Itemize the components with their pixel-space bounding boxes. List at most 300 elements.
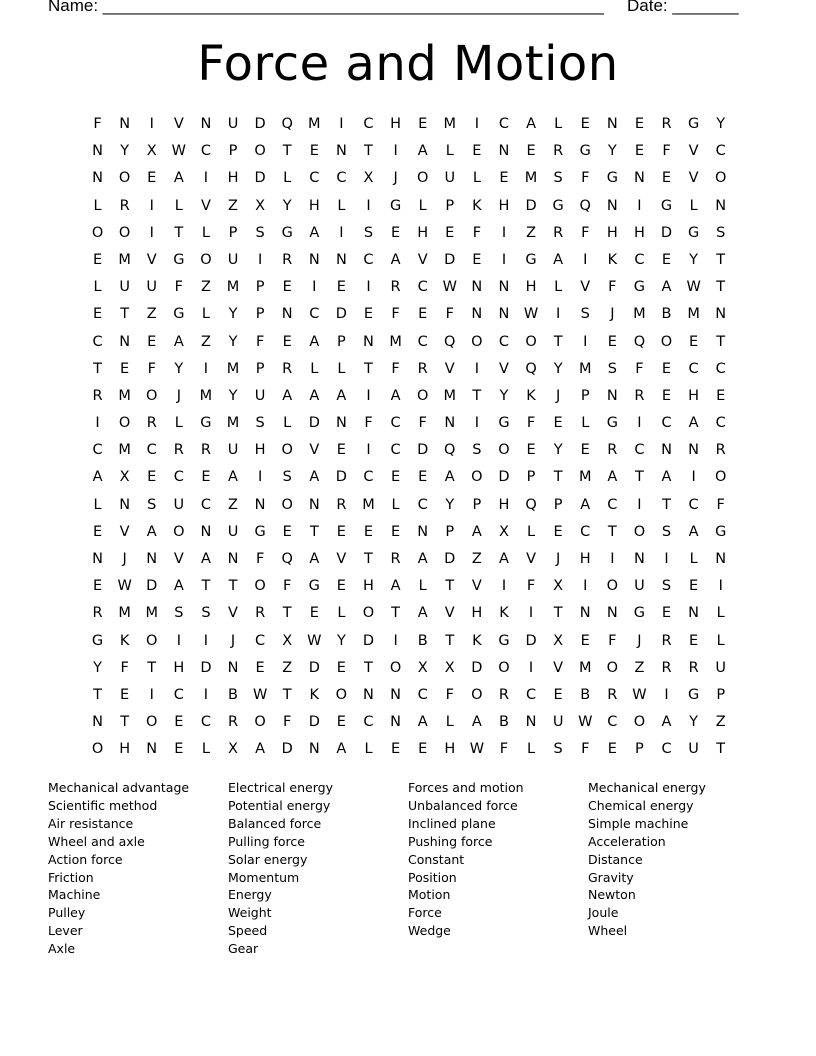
grid-letter[interactable]: I [528, 659, 534, 676]
grid-letter[interactable]: N [308, 741, 320, 758]
grid-letter[interactable]: N [390, 686, 401, 703]
grid-letter[interactable]: X [119, 469, 130, 486]
grid-letter[interactable]: V [688, 170, 699, 187]
grid-letter[interactable]: C [580, 523, 591, 540]
grid-letter[interactable]: N [715, 306, 727, 323]
grid-letter[interactable]: O [416, 387, 429, 404]
grid-letter[interactable]: E [526, 442, 536, 459]
grid-letter[interactable]: X [282, 632, 293, 649]
grid-letter[interactable]: O [471, 333, 483, 350]
grid-letter[interactable]: A [417, 605, 428, 622]
grid-letter[interactable]: I [257, 469, 263, 486]
grid-letter[interactable]: I [556, 306, 561, 323]
grid-letter[interactable]: T [391, 605, 400, 622]
grid-letter[interactable]: H [633, 224, 645, 241]
grid-letter[interactable]: A [607, 469, 618, 486]
grid-letter[interactable]: C [715, 360, 726, 377]
grid-letter[interactable]: M [443, 116, 457, 132]
grid-letter[interactable]: C [173, 686, 184, 703]
grid-letter[interactable]: W [307, 632, 322, 649]
grid-letter[interactable]: K [499, 605, 509, 622]
grid-letter[interactable]: M [118, 387, 131, 404]
grid-letter[interactable]: R [634, 387, 645, 404]
grid-letter[interactable]: X [553, 578, 564, 595]
grid-letter[interactable]: I [501, 224, 507, 241]
grid-letter[interactable]: Q [579, 197, 591, 214]
grid-letter[interactable]: R [255, 605, 266, 622]
grid-letter[interactable]: I [339, 116, 344, 132]
grid-letter[interactable]: S [472, 442, 482, 459]
grid-letter[interactable]: E [92, 523, 103, 540]
grid-letter[interactable]: V [553, 659, 564, 676]
grid-letter[interactable]: E [472, 251, 482, 268]
grid-letter[interactable]: T [716, 333, 726, 350]
grid-letter[interactable]: M [145, 605, 158, 622]
grid-letter[interactable]: T [364, 143, 373, 160]
grid-letter[interactable]: H [498, 496, 510, 513]
grid-letter[interactable]: F [716, 496, 725, 513]
grid-letter[interactable]: B [228, 686, 238, 703]
grid-letter[interactable]: X [498, 523, 509, 540]
grid-letter[interactable]: S [716, 224, 726, 241]
grid-letter[interactable]: F [445, 686, 454, 703]
grid-letter[interactable]: W [442, 279, 457, 296]
grid-letter[interactable]: K [472, 632, 482, 649]
grid-letter[interactable]: M [443, 387, 457, 404]
grid-letter[interactable]: C [417, 279, 428, 296]
grid-letter[interactable]: O [362, 605, 375, 622]
grid-letter[interactable]: C [525, 686, 537, 703]
grid-letter[interactable]: W [252, 686, 268, 703]
grid-letter[interactable]: R [336, 496, 347, 513]
grid-letter[interactable]: D [444, 551, 456, 567]
grid-letter[interactable]: A [580, 496, 591, 513]
grid-letter[interactable]: D [471, 659, 483, 676]
grid-letter[interactable]: R [227, 714, 239, 731]
grid-letter[interactable]: P [255, 279, 265, 296]
grid-letter[interactable]: H [390, 116, 402, 132]
grid-letter[interactable]: M [308, 116, 321, 132]
grid-letter[interactable]: U [227, 523, 239, 540]
grid-letter[interactable]: C [634, 251, 645, 268]
grid-letter[interactable]: X [444, 659, 455, 676]
grid-letter[interactable]: E [661, 360, 672, 377]
grid-letter[interactable]: P [228, 143, 238, 160]
grid-letter[interactable]: V [417, 251, 428, 268]
date-field[interactable]: Date: _______ [627, 0, 739, 15]
grid-letter[interactable]: Y [553, 360, 563, 377]
grid-letter[interactable]: K [472, 197, 482, 214]
grid-letter[interactable]: O [471, 469, 483, 486]
grid-letter[interactable]: Q [444, 333, 456, 350]
grid-letter[interactable]: Z [634, 659, 645, 676]
grid-letter[interactable]: C [715, 415, 726, 432]
grid-letter[interactable]: Y [336, 632, 346, 649]
grid-letter[interactable]: J [122, 551, 127, 567]
grid-letter[interactable]: E [553, 415, 563, 432]
grid-letter[interactable]: X [228, 741, 238, 758]
grid-letter[interactable]: R [661, 659, 672, 676]
grid-letter[interactable]: J [610, 306, 615, 323]
grid-letter[interactable]: A [309, 224, 320, 241]
grid-letter[interactable]: F [391, 306, 400, 323]
grid-letter[interactable]: L [337, 197, 346, 214]
grid-letter[interactable]: S [607, 360, 617, 377]
grid-letter[interactable]: F [147, 360, 156, 377]
grid-letter[interactable]: Z [146, 306, 157, 323]
grid-letter[interactable]: E [147, 469, 157, 486]
grid-letter[interactable]: G [579, 143, 591, 160]
grid-letter[interactable]: F [391, 360, 400, 377]
grid-letter[interactable]: L [174, 197, 183, 214]
grid-letter[interactable]: R [553, 224, 564, 241]
grid-letter[interactable]: B [417, 632, 428, 649]
grid-letter[interactable]: G [173, 251, 185, 268]
grid-letter[interactable]: Y [120, 143, 130, 160]
grid-letter[interactable]: A [309, 551, 320, 567]
grid-letter[interactable]: C [634, 442, 645, 459]
grid-letter[interactable]: A [471, 523, 482, 540]
grid-letter[interactable]: R [282, 251, 293, 268]
grid-letter[interactable]: X [146, 143, 157, 160]
grid-letter[interactable]: O [146, 632, 158, 649]
grid-letter[interactable]: U [146, 279, 158, 296]
grid-letter[interactable]: I [149, 224, 154, 241]
grid-letter[interactable]: E [716, 387, 726, 404]
grid-letter[interactable]: E [336, 279, 346, 296]
grid-letter[interactable]: O [714, 469, 727, 486]
grid-letter[interactable]: N [227, 659, 239, 676]
grid-letter[interactable]: T [93, 360, 102, 377]
grid-letter[interactable]: E [553, 523, 563, 540]
grid-letter[interactable]: F [445, 306, 454, 323]
grid-letter[interactable]: G [498, 632, 510, 649]
grid-letter[interactable]: F [472, 224, 482, 241]
grid-letter[interactable]: D [335, 469, 347, 486]
grid-letter[interactable]: S [174, 605, 184, 622]
grid-letter[interactable]: R [119, 197, 130, 214]
grid-letter[interactable]: N [254, 496, 266, 513]
grid-letter[interactable]: A [228, 469, 238, 486]
grid-letter[interactable]: E [336, 442, 346, 459]
grid-letter[interactable]: D [308, 714, 320, 731]
grid-letter[interactable]: N [633, 170, 645, 187]
grid-letter[interactable]: E [147, 170, 157, 187]
grid-letter[interactable]: S [553, 741, 563, 758]
grid-letter[interactable]: A [661, 469, 672, 486]
grid-letter[interactable]: M [118, 605, 131, 622]
grid-letter[interactable]: G [525, 251, 537, 268]
grid-letter[interactable]: H [119, 741, 131, 758]
grid-letter[interactable]: D [281, 741, 293, 758]
grid-letter[interactable]: H [471, 605, 483, 622]
grid-letter[interactable]: H [308, 197, 320, 214]
grid-letter[interactable]: O [606, 659, 619, 676]
grid-letter[interactable]: L [93, 197, 102, 214]
grid-letter[interactable]: T [662, 496, 671, 513]
grid-letter[interactable]: I [339, 224, 344, 241]
grid-letter[interactable]: G [308, 578, 320, 595]
grid-letter[interactable]: M [226, 415, 240, 432]
grid-letter[interactable]: L [581, 415, 590, 432]
grid-letter[interactable]: U [715, 659, 727, 676]
grid-letter[interactable]: N [363, 333, 374, 350]
grid-letter[interactable]: I [474, 116, 479, 132]
grid-letter[interactable]: O [118, 415, 131, 432]
grid-letter[interactable]: V [200, 197, 211, 214]
grid-letter[interactable]: Q [525, 360, 537, 377]
grid-letter[interactable]: R [553, 143, 564, 160]
grid-letter[interactable]: N [308, 496, 320, 513]
grid-letter[interactable]: L [283, 415, 292, 432]
grid-letter[interactable]: I [664, 686, 669, 703]
grid-letter[interactable]: A [390, 251, 401, 268]
grid-letter[interactable]: F [608, 632, 617, 649]
grid-letter[interactable]: A [336, 387, 347, 404]
grid-letter[interactable]: H [363, 578, 374, 595]
grid-letter[interactable]: W [171, 143, 186, 160]
grid-letter[interactable]: N [335, 415, 347, 432]
grid-letter[interactable]: F [499, 741, 509, 758]
grid-letter[interactable]: O [281, 496, 293, 513]
grid-letter[interactable]: E [445, 224, 455, 241]
grid-letter[interactable]: L [716, 605, 725, 622]
grid-letter[interactable]: P [716, 686, 726, 703]
grid-letter[interactable]: E [418, 306, 428, 323]
grid-letter[interactable]: Z [715, 714, 726, 731]
grid-letter[interactable]: T [716, 251, 726, 268]
grid-letter[interactable]: O [173, 523, 185, 540]
grid-letter[interactable]: F [418, 415, 427, 432]
grid-letter[interactable]: Q [281, 551, 293, 567]
grid-letter[interactable]: M [118, 251, 131, 268]
grid-letter[interactable]: E [580, 632, 590, 649]
grid-letter[interactable]: I [393, 632, 398, 649]
grid-letter[interactable]: D [308, 659, 320, 676]
grid-letter[interactable]: O [498, 442, 510, 459]
grid-letter[interactable]: V [173, 551, 184, 567]
grid-letter[interactable]: G [687, 116, 700, 132]
grid-letter[interactable]: I [474, 415, 479, 432]
grid-letter[interactable]: A [471, 714, 482, 731]
grid-letter[interactable]: D [254, 116, 266, 132]
grid-letter[interactable]: E [634, 116, 644, 132]
grid-letter[interactable]: Q [633, 333, 646, 350]
grid-letter[interactable]: N [471, 306, 483, 323]
grid-letter[interactable]: R [498, 686, 509, 703]
grid-letter[interactable]: E [390, 523, 401, 540]
grid-letter[interactable]: G [687, 686, 700, 703]
grid-letter[interactable]: F [662, 143, 671, 160]
grid-letter[interactable]: L [93, 496, 102, 513]
grid-letter[interactable]: K [526, 387, 536, 404]
grid-letter[interactable]: A [173, 333, 184, 350]
grid-letter[interactable]: T [174, 224, 184, 241]
grid-letter[interactable]: I [637, 496, 642, 513]
grid-letter[interactable]: C [309, 170, 320, 187]
grid-letter[interactable]: I [501, 251, 507, 268]
grid-letter[interactable]: N [200, 116, 212, 132]
grid-letter[interactable]: E [174, 741, 184, 758]
grid-letter[interactable]: A [282, 387, 293, 404]
grid-letter[interactable]: A [661, 714, 672, 731]
grid-letter[interactable]: F [283, 714, 292, 731]
grid-letter[interactable]: C [498, 333, 510, 350]
grid-letter[interactable]: E [120, 686, 130, 703]
grid-letter[interactable]: T [553, 469, 563, 486]
grid-letter[interactable]: S [255, 224, 265, 241]
grid-letter[interactable]: N [417, 523, 429, 540]
grid-letter[interactable]: B [661, 306, 672, 323]
grid-letter[interactable]: A [309, 333, 320, 350]
grid-letter[interactable]: N [335, 143, 347, 160]
grid-letter[interactable]: T [553, 605, 563, 622]
grid-letter[interactable]: Y [553, 442, 563, 459]
grid-letter[interactable]: H [688, 387, 700, 404]
grid-letter[interactable]: S [255, 415, 265, 432]
grid-letter[interactable]: T [364, 551, 373, 567]
grid-letter[interactable]: T [445, 632, 455, 649]
grid-letter[interactable]: O [471, 686, 483, 703]
grid-letter[interactable]: U [444, 170, 456, 187]
grid-letter[interactable]: I [366, 387, 371, 404]
grid-letter[interactable]: N [390, 714, 401, 731]
grid-letter[interactable]: D [525, 197, 537, 214]
grid-letter[interactable]: O [606, 578, 619, 595]
grid-letter[interactable]: L [391, 496, 400, 513]
grid-letter[interactable]: Y [499, 387, 509, 404]
grid-letter[interactable]: F [255, 551, 265, 567]
grid-letter[interactable]: I [664, 551, 669, 567]
grid-letter[interactable]: I [583, 578, 588, 595]
grid-letter[interactable]: C [417, 333, 428, 350]
grid-letter[interactable]: N [688, 442, 700, 459]
grid-letter[interactable]: L [337, 605, 346, 622]
grid-letter[interactable]: E [147, 333, 157, 350]
grid-letter[interactable]: C [715, 143, 726, 160]
grid-letter[interactable]: L [472, 170, 481, 187]
grid-letter[interactable]: N [498, 306, 510, 323]
grid-letter[interactable]: V [526, 551, 536, 567]
grid-letter[interactable]: F [283, 578, 292, 595]
grid-letter[interactable]: N [498, 143, 510, 160]
grid-letter[interactable]: T [445, 578, 455, 595]
grid-letter[interactable]: M [578, 360, 592, 377]
grid-letter[interactable]: L [93, 279, 102, 296]
grid-letter[interactable]: P [337, 333, 346, 350]
grid-letter[interactable]: H [227, 170, 239, 187]
grid-letter[interactable]: O [254, 143, 266, 160]
grid-letter[interactable]: V [444, 605, 455, 622]
grid-letter[interactable]: R [173, 442, 184, 459]
grid-letter[interactable]: N [92, 551, 103, 567]
grid-letter[interactable]: E [390, 741, 401, 758]
grid-letter[interactable]: T [364, 360, 373, 377]
grid-letter[interactable]: I [203, 686, 209, 703]
grid-letter[interactable]: O [91, 741, 104, 758]
grid-letter[interactable]: E [661, 605, 672, 622]
grid-letter[interactable]: R [92, 387, 103, 404]
grid-letter[interactable]: T [309, 523, 319, 540]
grid-letter[interactable]: B [580, 686, 591, 703]
grid-letter[interactable]: I [203, 170, 209, 187]
grid-letter[interactable]: V [228, 605, 238, 622]
grid-letter[interactable]: L [283, 170, 292, 187]
grid-letter[interactable]: Z [228, 496, 238, 513]
grid-letter[interactable]: W [578, 714, 593, 731]
grid-letter[interactable]: O [335, 686, 348, 703]
grid-letter[interactable]: R [146, 415, 157, 432]
grid-letter[interactable]: D [417, 442, 429, 459]
grid-letter[interactable]: Y [716, 116, 726, 132]
grid-letter[interactable]: C [607, 496, 618, 513]
grid-letter[interactable]: C [363, 714, 374, 731]
grid-letter[interactable]: P [445, 197, 455, 214]
grid-letter[interactable]: H [525, 279, 537, 296]
grid-letter[interactable]: D [200, 659, 212, 676]
grid-letter[interactable]: E [92, 251, 103, 268]
grid-letter[interactable]: V [444, 360, 455, 377]
grid-letter[interactable]: E [607, 741, 617, 758]
grid-letter[interactable]: J [556, 387, 561, 404]
grid-letter[interactable]: C [661, 415, 672, 432]
grid-letter[interactable]: G [281, 224, 293, 241]
grid-letter[interactable]: L [418, 197, 427, 214]
grid-letter[interactable]: A [309, 387, 320, 404]
grid-letter[interactable]: N [92, 143, 103, 160]
grid-letter[interactable]: U [634, 578, 645, 595]
grid-letter[interactable]: A [498, 551, 509, 567]
grid-letter[interactable]: Y [445, 496, 455, 513]
grid-letter[interactable]: G [633, 605, 646, 622]
grid-letter[interactable]: R [607, 686, 618, 703]
grid-letter[interactable]: M [524, 170, 538, 187]
grid-letter[interactable]: A [173, 170, 184, 187]
grid-letter[interactable]: E [174, 714, 184, 731]
grid-letter[interactable]: A [173, 578, 184, 595]
grid-letter[interactable]: W [469, 741, 485, 758]
grid-letter[interactable]: R [282, 360, 293, 377]
grid-letter[interactable]: R [417, 360, 428, 377]
grid-letter[interactable]: L [445, 714, 454, 731]
grid-letter[interactable]: N [308, 251, 320, 268]
grid-letter[interactable]: J [176, 387, 181, 404]
grid-letter[interactable]: G [200, 415, 212, 432]
grid-letter[interactable]: O [146, 387, 158, 404]
grid-letter[interactable]: G [389, 197, 402, 214]
grid-letter[interactable]: S [661, 523, 672, 540]
grid-letter[interactable]: G [498, 415, 510, 432]
grid-letter[interactable]: E [336, 659, 346, 676]
grid-letter[interactable]: R [661, 632, 672, 649]
grid-letter[interactable]: N [119, 496, 131, 513]
grid-letter[interactable]: C [200, 143, 211, 160]
grid-letter[interactable]: E [526, 143, 536, 160]
grid-letter[interactable]: L [445, 143, 454, 160]
grid-letter[interactable]: N [281, 306, 293, 323]
grid-letter[interactable]: G [552, 197, 564, 214]
grid-letter[interactable]: C [146, 442, 157, 459]
grid-letter[interactable]: D [444, 251, 456, 268]
grid-letter[interactable]: G [660, 197, 673, 214]
grid-letter[interactable]: E [580, 116, 590, 132]
grid-letter[interactable]: R [200, 442, 211, 459]
grid-letter[interactable]: E [282, 279, 292, 296]
grid-letter[interactable]: D [660, 224, 673, 241]
grid-letter[interactable]: G [173, 306, 185, 323]
grid-letter[interactable]: O [498, 659, 510, 676]
grid-letter[interactable]: M [389, 333, 402, 350]
